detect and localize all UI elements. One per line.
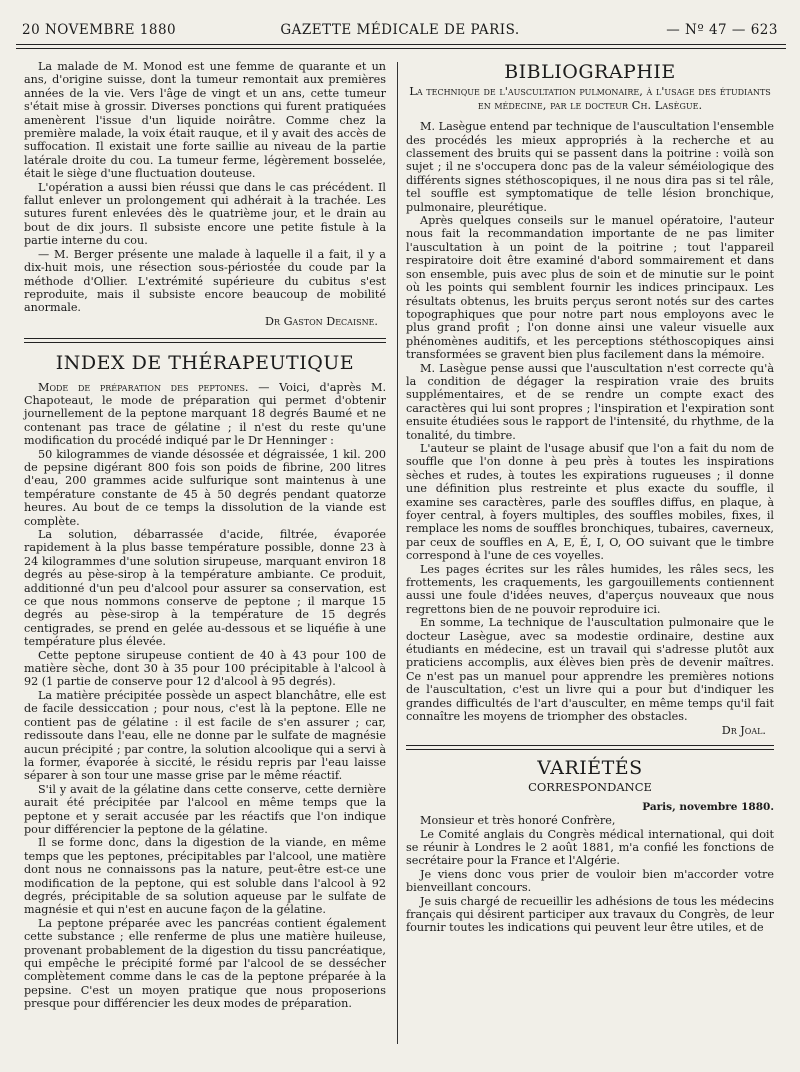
- column-divider: [397, 62, 398, 1044]
- section-title: INDEX DE THÉRAPEUTIQUE: [55, 352, 355, 375]
- header-date: 20 NOVEMBRE 1880: [22, 22, 177, 38]
- paragraph: En somme, La technique de l'auscultation pulmonaire que le docteur Lasègue, avec sa modestie ordinaire, destine aux étudiants en médecine, est un travail qui s'adresse plutôt aux praticiens accomplis, aux élèves bien près de devenir maîtres. Ce n'est pas un manuel pour apprendre les premières notions de l'auscultation, c'est un livre qui a pour but d'indiquer les grandes difficultés de l'art d'ausculter, en même temps qu'il fait connaître les moyens de triompher des obstacles.: [406, 616, 774, 724]
- paragraph: M. Lasègue pense aussi que l'auscultation n'est correcte qu'à la condition de dégager la respiration vraie des bruits supplémentaires, et de se rendre un compte exact des caractères qui lui sont propres ; l'inspiration et l'expiration sont ensuite étudiées sous le rapport de l'intensité, du rhythme, de la tonalité, du timbre.: [406, 361, 774, 442]
- header-number: — Nº 47 — 623: [666, 22, 778, 38]
- paragraph: La solution, débarrassée d'acide, filtrée, évaporée rapidement à la plus basse température possible, donne 23 à 24 kilogrammes d'une solution sirupeuse, marquant environ 18 degrés au pèse-sirop à la température ambiante. Ce produit, additionné d'un peu d'alcool pour assurer sa conservation, est ce que nous nommons conserve de peptone ; il marque 15 degrés au pèse-sirop à la température de 15 degrés centigrades, se prend en gelée au-dessous et se liquéfie à une température plus élevée.: [24, 528, 386, 649]
- header-rule-thin: [16, 48, 786, 49]
- paragraph: L'opération a aussi bien réussi que dans le cas précédent. Il fallut enlever un prolongement qui adhérait à la trachée. Les sutures furent enlevées dès le quatrième jour, et le drain au bout de dix jours. Il subsiste encore une petite fistule à la partie interne du cou.: [24, 180, 386, 248]
- paragraph: La malade de M. Monod est une femme de quarante et un ans, d'origine suisse, dont la tumeur remontait aux premières années de la vie. Vers l'âge de vingt et un ans, cette tumeur s'était mise à grossir. Diverses ponctions qui furent pratiquées amenèrent l'issue d'un liquide noirâtre. Comme chez la première malade, la voix était rauque, et il y avait des accès de suffocation. Il existait une forte saillie au niveau de la partie latérale droite du cou. La tumeur ferme, légèrement bosselée, était le siège d'une fluctuation douteuse.: [24, 60, 386, 181]
- paragraph: S'il y avait de la gélatine dans cette conserve, cette dernière aurait été précipitée par l'alcool en même temps que la peptone et y serait accusée par les réactifs que l'on indique pour différencier la peptone de la gélatine.: [24, 782, 386, 836]
- article-head: Mode de préparation des peptones.: [38, 380, 249, 394]
- subsection-title: CORRESPONDANCE: [528, 780, 652, 795]
- paragraph: Je suis chargé de recueillir les adhésions de tous les médecins français qui désirent participer aux travaux du Congrès, de leur fournir toutes les indications qui peuvent leur être utiles, et de: [406, 894, 775, 935]
- letter-date: Paris, novembre 1880.: [642, 800, 774, 813]
- paragraph: 50 kilogrammes de viande désossée et dégraissée, 1 kil. 200 de pepsine digérant 800 fois son poids de fibrine, 200 litres d'eau, 200 grammes acide sulfurique sont maintenus à une température constante de 45 à 50 degrés pendant quatorze heures. Au bout de ce temps la dissolution de la viande est complète.: [24, 447, 386, 528]
- running-header: [22, 18, 778, 40]
- left-column: [24, 60, 386, 1011]
- section-rule: [24, 338, 386, 343]
- paragraph: Après quelques conseils sur le manuel opératoire, l'auteur nous fait la recommandation importante de ne pas limiter l'auscultation à un point de la poitrine ; tout l'appareil respiratoire doit être examiné d'abord sommairement et dans son ensemble, puis avec plus de soin et de minutie sur le point où les points qui semblent fournir les indices principaux. Les résultats obtenus, les bruits perçus seront notés sur des cartes topographiques que pour notre part nous employons avec le plus grand profit ; l'on donne ainsi une valeur visuelle aux phénomènes auditifs, et les perceptions stéthoscopiques ainsi transformées se gravent bien plus facilement dans la mémoire.: [406, 214, 774, 362]
- right-column: [406, 62, 774, 935]
- signature: Dr Joal.: [721, 723, 766, 737]
- section-title: BIBLIOGRAPHIE: [504, 61, 676, 83]
- paragraph: M. Lasègue entend par technique de l'auscultation l'ensemble des procédés les mieux appropriés à la recherche et au classement des bruits qui se passent dans la poitrine : voilà son sujet ; il ne s'occupera donc pas de la valeur séméiologique des différents signes stéthoscopiques, il ne nous dira pas si tel râle, tel souffle est symptomatique de telle lésion bronchique, pulmonaire, pleurétique.: [406, 120, 774, 214]
- paragraph: L'auteur se plaint de l'usage abusif que l'on a fait du nom de souffle que l'on donne à peu près à toutes les inspirations sèches et rudes, à toutes les expirations rugueuses ; il donne une définition plus restreinte et plus exacte du souffle, il examine ses caractères, parle des souffles diffus, en plaque, à foyer central, à foyers multiples, des souffles mobiles, fixes, il remplace les noms de souffles bronchiques, tubaires, caverneux, par ceux de souffles en A, E, É, I, O, OO suivant que le timbre correspond à l'une de ces voyelles.: [406, 441, 774, 563]
- paragraph: La peptone préparée avec les pancréas contient également cette substance ; elle renferme de plus une matière huileuse, provenant probablement de la digestion du tissu pancréatique, qui empêche le précipité formé par l'alcool de se dessécher complètement comme dans le cas de la peptone préparée à la pepsine. C'est un moyen pratique que nous proposerions presque pour différencier les deux modes de préparation.: [24, 916, 386, 1011]
- paragraph: Il se forme donc, dans la digestion de la viande, en même temps que les peptones, précipitables par l'alcool, une matière dont nous ne connaissons pas la nature, peut-être est-ce une modification de la peptone, qui est soluble dans l'alcool à 92 degrés, précipitable de sa solution aqueuse par le sulfate de magnésie et qui n'est en aucune façon de la gélatine.: [24, 836, 386, 917]
- book-reference: La technique de l'auscultation pulmonaire, à l'usage des étudiants en médecine, par le docteur Ch. Lasègue.: [409, 84, 771, 112]
- paragraph: — M. Berger présente une malade à laquelle il a fait, il y a dix-huit mois, une résection sous-périostée du coude par la méthode d'Ollier. L'extrémité supérieure du cubitus s'est reproduite, mais il subsiste encore beaucoup de mobilité anormale.: [24, 247, 386, 315]
- paragraph: La matière précipitée possède un aspect blanchâtre, elle est de facile dessiccation ; pour nous, c'est là la peptone. Elle ne contient pas de gélatine : il est facile de s'en assurer ; car, redissoute dans l'eau, elle ne donne par le sulfate de magnésie aucun précipité ; par contre, la solution alcoolique qui a servi à la former, évaporée à siccité, le résidu repris par l'eau laisse séparer à son tour une masse grise par le même réactif.: [24, 688, 386, 783]
- paragraph: Je viens donc vous prier de vouloir bien m'accorder votre bienveillant concours.: [406, 867, 774, 895]
- salutation: Monsieur et très honoré Confrère,: [420, 814, 616, 828]
- paragraph: Les pages écrites sur les râles humides, les râles secs, les frottements, les craquements, les gargouillements contiennent aussi une foule d'idées neuves, d'aperçus nouveaux que nous regrettons bien de ne pouvoir reproduire ici.: [406, 562, 774, 616]
- paragraph: Cette peptone sirupeuse contient de 40 à 43 pour 100 de matière sèche, dont 30 à 35 pour 100 précipitable à l'alcool à 92 (1 partie de conserve pour 12 d'alcool à 95 degrés).: [24, 648, 386, 689]
- paragraph: Le Comité anglais du Congrès médical international, qui doit se réunir à Londres le 2 août 1881, m'a confié les fonctions de secrétaire pour la France et l'Algérie.: [406, 827, 774, 868]
- paragraph: — Voici, d'après M. Chapoteaut, le mode de préparation qui permet d'obtenir journellement de la peptone marquant 18 degrés Baumé et ne contenant pas trace de gélatine ; il n'est du reste qu'une modification du procédé indiqué par le Dr Henninger :: [24, 380, 387, 448]
- section-title: VARIÉTÉS: [537, 756, 643, 779]
- header-rule: [16, 44, 786, 45]
- signature: Dr Gaston Decaisne.: [265, 314, 378, 328]
- section-rule: [406, 745, 774, 750]
- header-title: GAZETTE MÉDICALE DE PARIS.: [280, 22, 520, 38]
